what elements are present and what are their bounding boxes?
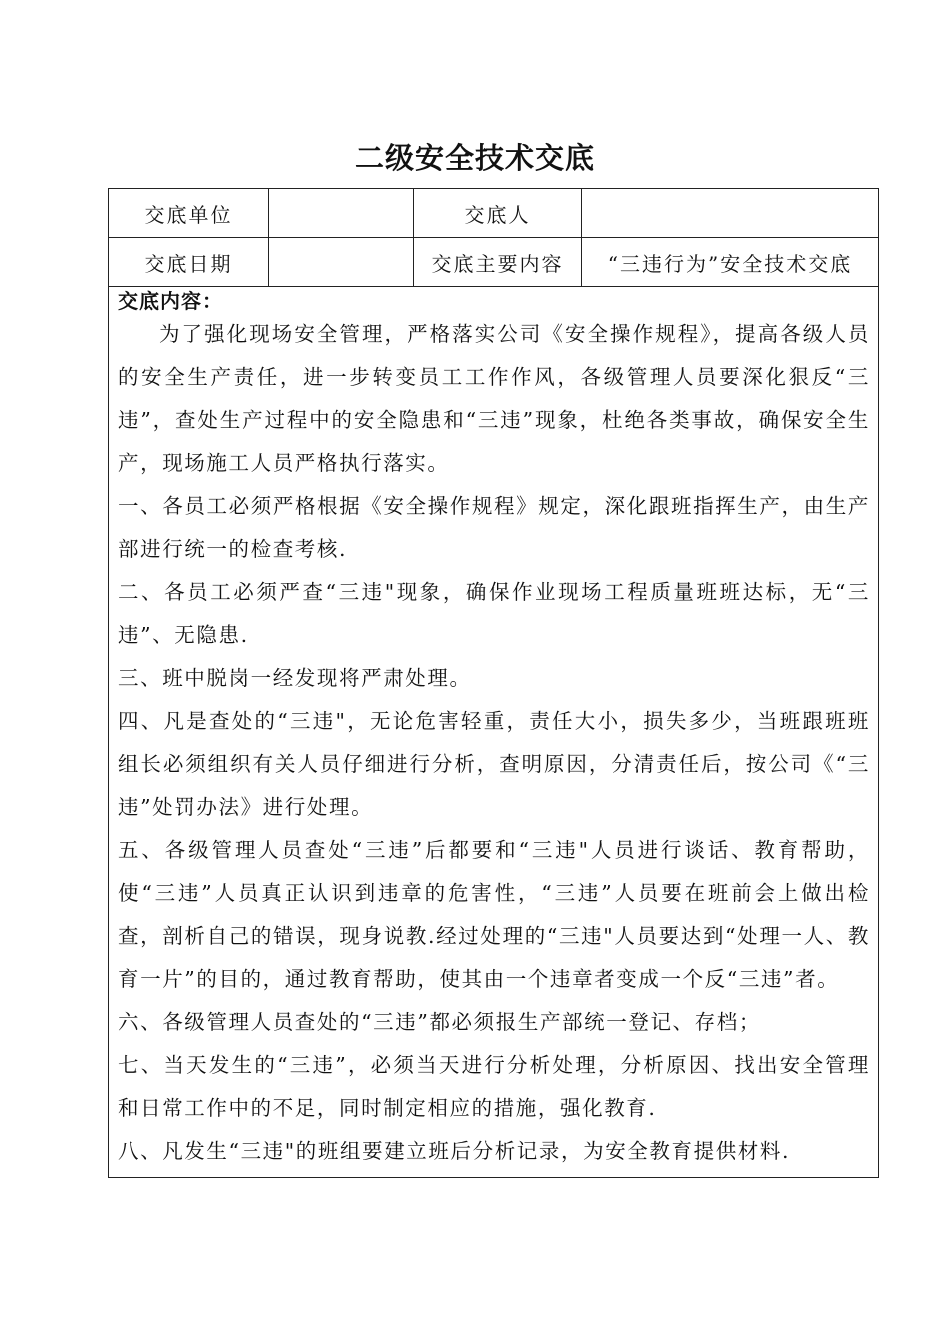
content-item: 四、凡是查处的“三违"，无论危害轻重，责任大小，损失多少，当班跟班班组长必须组织有关人员仔细进行分析，查明原因，分清责任后，按公司《“三违”处罚办法》进行处理。 <box>118 709 870 819</box>
intro-paragraph: 为了强化现场安全管理，严格落实公司《安全操作规程》，提高各级人员的安全生产责任，进一步转变员工工作作风，各级管理人员要深化狠反“三违”，查处生产过程中的安全隐患和“三违”现象，杜绝各类事故，确保安全生产，现场施工人员严格执行落实。 <box>118 322 870 475</box>
content-heading: 交底内容： <box>118 289 223 313</box>
content-item: 二、各员工必须严查“三违"现象，确保作业现场工程质量班班达标，无“三违”、无隐患. <box>118 580 870 647</box>
table-row <box>109 238 879 287</box>
person-label: 交底人 <box>414 189 582 238</box>
table-row <box>109 287 879 1178</box>
content-item: 五、各级管理人员查处“三违”后都要和“三违"人员进行谈话、教育帮助，使“三违”人员真正认识到违章的危害性，“三违”人员要在班前会上做出检查，剖析自己的错误，现身说教.经过处理的“三违"人员要达到“处理一人、教育一片”的目的，通过教育帮助，使其由一个违章者变成一个反“三违”者。 <box>118 838 870 991</box>
disclosure-table <box>108 188 879 1178</box>
content-item: 三、班中脱岗一经发现将严肃处理。 <box>118 666 472 690</box>
table-row <box>109 189 879 238</box>
unit-value <box>269 189 414 238</box>
main-content-value: “三违行为”安全技术交底 <box>582 238 879 287</box>
date-value <box>269 238 414 287</box>
unit-label: 交底单位 <box>109 189 269 238</box>
content-item: 六、各级管理人员查处的“三违”都必须报生产部统一登记、存档； <box>118 1010 761 1034</box>
person-value <box>582 189 879 238</box>
content-item: 七、当天发生的“三违”，必须当天进行分析处理，分析原因、找出安全管理和日常工作中的不足，同时制定相应的措施，强化教育. <box>118 1053 870 1120</box>
date-label: 交底日期 <box>109 238 269 287</box>
main-content-label: 交底主要内容 <box>414 238 582 287</box>
content-item: 一、各员工必须严格根据《安全操作规程》规定，深化跟班指挥生产，由生产部进行统一的检查考核. <box>118 494 870 561</box>
content-item: 八、凡发生“三违"的班组要建立班后分析记录，为安全教育提供材料. <box>118 1139 791 1163</box>
content-cell <box>109 287 879 1178</box>
document-title: 二级安全技术交底 <box>354 141 595 175</box>
